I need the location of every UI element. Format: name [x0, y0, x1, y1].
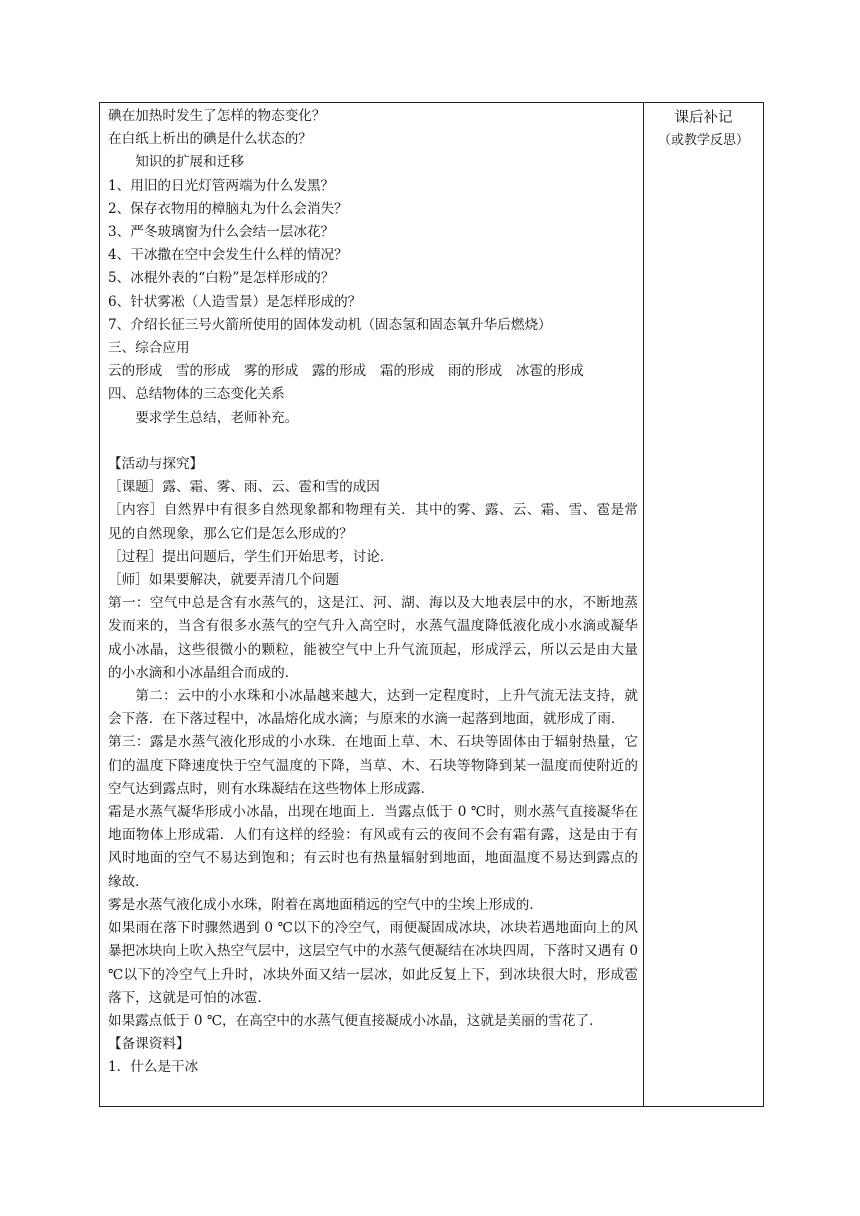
content-paragraph: 5、冰棍外表的“白粉”是怎样形成的？	[108, 270, 335, 287]
content-paragraph: 2、保存衣物用的樟脑丸为什么会消失？	[108, 200, 348, 217]
content-paragraph: ［师］如果要解决，就要弄清几个问题	[108, 572, 340, 589]
notes-column	[644, 103, 764, 1107]
content-paragraph: 三、综合应用	[108, 340, 190, 357]
content-paragraph: 【活动与探究】	[108, 456, 204, 473]
content-paragraph: 知识的扩展和迁移	[135, 154, 244, 171]
content-paragraph: 第二：云中的小水珠和小冰晶越来越大，达到一定程度时，上升气流无法支持，就会下落．在下落过程中，冰晶熔化成水滴；与原来的水滴一起落到地面，就形成了雨．	[108, 688, 638, 728]
content-paragraph: 7、介绍长征三号火箭所使用的固体发动机（固态氢和固态氧升华后燃烧）	[108, 316, 552, 333]
content-paragraph: 如果雨在落下时骤然遇到 0 ℃以下的冷空气，雨便凝固成冰块，冰块若遇地面向上的风暴把冰块向上吹入热空气层中，这层空气中的水蒸气便凝结在冰块四周，下落时又遇有 0 ℃以下的冷空气上升时，冰块外面又结一层冰，如此反复上下，到冰块很大时，形成雹落下，这就是可怕的冰雹．	[108, 920, 638, 1006]
content-paragraph: 4、干冰撒在空中会发生什么样的情况？	[108, 247, 348, 264]
notes-title: 课后补记	[674, 110, 733, 126]
content-paragraph: 要求学生总结，老师补充。	[135, 409, 299, 426]
content-paragraph: 四、总结物体的三态变化关系	[108, 386, 285, 403]
content-paragraph: ［内容］自然界中有很多自然现象都和物理有关．其中的雾、露、云、霜、雪、雹是常见的自然现象，那么它们是怎么形成的？	[108, 502, 638, 542]
content-paragraph: 碘在加热时发生了怎样的物态变化？	[108, 108, 326, 124]
content-paragraph: 雾是水蒸气液化成小水珠，附着在离地面稍远的空气中的尘埃上形成的．	[108, 896, 543, 913]
content-paragraph: 3、严冬玻璃窗为什么会结一层冰花？	[108, 224, 335, 241]
content-paragraph	[108, 430, 638, 453]
content-paragraph: 第三：露是水蒸气液化形成的小水珠．在地面上草、木、石块等固体由于辐射热量，它们的温度下降速度快于空气温度的下降，当草、木、石块等物降到某一温度而使附近的空气达到露点时，则有水珠凝结在这些物体上形成露．	[108, 734, 638, 797]
content-paragraph: 霜是水蒸气凝华形成小冰晶，出现在地面上．当露点低于 0 ℃时，则水蒸气直接凝华在地面物体上形成霜．人们有这样的经验：有风或有云的夜间不会有霜有露，这是由于有风时地面的空气不易达到饱和；有云时也有热量辐射到地面，地面温度不易达到露点的缘故．	[108, 804, 638, 890]
content-paragraph: 第一：空气中总是含有水蒸气的，这是江、河、湖、海以及大地表层中的水，不断地蒸发而来的，当含有很多水蒸气的空气升入高空时，水蒸气温度降低液化成小水滴或凝华成小冰晶，这些很微小的颗粒，能被空气中上升气流顶起，形成浮云，所以云是由大量的小水滴和小冰晶组合而成的．	[108, 595, 638, 681]
content-paragraph: 【备课资料】	[108, 1036, 190, 1053]
content-paragraph: ［过程］提出问题后，学生们开始思考，讨论．	[108, 548, 394, 565]
lesson-content-cell	[100, 103, 644, 1107]
notes-subtitle: （或教学反思）	[657, 133, 749, 148]
content-paragraph: 云的形成 雪的形成 雾的形成 露的形成 霜的形成 雨的形成 冰雹的形成	[108, 363, 584, 380]
content-paragraph: 如果露点低于 0 ℃，在高空中的水蒸气便直接凝成小冰晶，这就是美丽的雪花了．	[108, 1012, 603, 1029]
content-paragraph: 1、用旧的日光灯管两端为什么发黑？	[108, 177, 335, 194]
content-paragraph: 1．什么是干冰	[108, 1059, 199, 1076]
content-paragraph: 在白纸上析出的碘是什么状态的？	[108, 131, 312, 148]
lesson-plan-table	[99, 102, 764, 1107]
lesson-content	[100, 103, 643, 1080]
content-paragraph: ［课题］露、霜、雾、雨、云、雹和雪的成因	[108, 479, 380, 496]
content-paragraph: 6、针状雾凇（人造雪景）是怎样形成的？	[108, 293, 362, 310]
